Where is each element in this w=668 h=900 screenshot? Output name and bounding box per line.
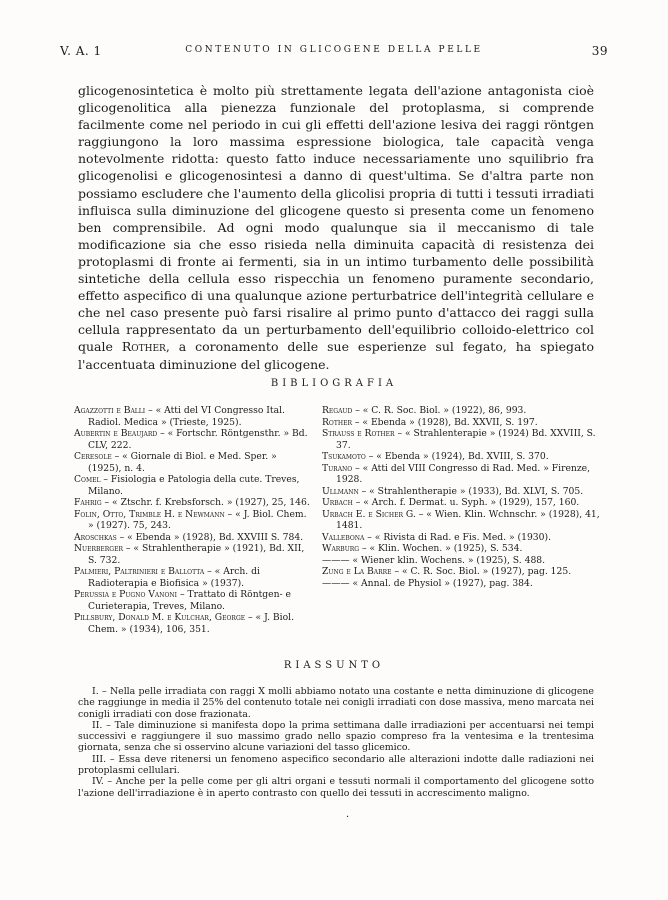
bib-entry xyxy=(322,578,600,590)
bib-entry xyxy=(74,405,312,428)
bib-ref: – « C. R. Soc. Biol. » (1927), pag. 125. xyxy=(394,566,572,577)
bib-author: Ceresole xyxy=(74,451,112,462)
bib-ref: – « J. Biol. Chem. » (1934), 106, 351. xyxy=(88,612,294,635)
bib-entry xyxy=(322,486,600,498)
bib-entry xyxy=(322,463,600,486)
running-header xyxy=(60,44,608,60)
summary-paragraph: II. – Tale diminuzione si manifesta dopo la prima settimana dalle irradiazioni per accentuarsi nei tempi successivi e raggiungere il suo massimo grado nello spazio compreso fra la ventesima e la trentesima giornata, senza che si osservino alcune variazioni del tasso glicemico. xyxy=(78,719,594,754)
bib-ref: – « Giornale di Biol. e Med. Sper. » (1925), n. 4. xyxy=(88,451,277,474)
bib-author: Rother xyxy=(322,416,352,428)
running-title: CONTENUTO IN GLICOGENE DELLA PELLE xyxy=(185,45,483,55)
bib-author: Palmieri, Paltrinieri e Ballotta xyxy=(74,566,205,577)
bib-author: Fahrig xyxy=(74,497,102,508)
bibliography-right-column xyxy=(322,405,600,589)
bib-ref: – « Arch. f. Dermat. u. Syph. » (1929), 157, 160. xyxy=(355,497,580,508)
bib-author: Agazzotti e Balli xyxy=(74,405,146,416)
bib-entry xyxy=(74,451,312,474)
section-number: V. A. 1 xyxy=(60,44,102,58)
bib-ref: – « Ebenda » (1928), Bd. XXVII, S. 197. xyxy=(354,416,538,428)
bib-entry xyxy=(74,566,312,589)
summary-paragraph: III. – Essa deve ritenersi un fenomeno aspecifico secondario alle alterazioni indotte dalle radiazioni nei protoplasmi cellulari. xyxy=(78,753,594,777)
bib-ref: « Annal. de Physiol » (1927), pag. 384. xyxy=(352,577,533,589)
bib-entry xyxy=(74,532,312,544)
main-paragraph xyxy=(78,82,594,373)
page-mark: · xyxy=(346,812,350,823)
bib-author: ——— xyxy=(322,577,350,589)
bib-ref: – Trattato di Röntgen- e Curieterapia, Treves, Milano. xyxy=(88,589,291,612)
bib-entry xyxy=(322,417,600,429)
bib-ref: – « Strahlenterapie » (1924) Bd. XXVIII, S. 37. xyxy=(336,428,596,451)
bib-entry xyxy=(74,612,312,635)
bib-author: Pillsbury, Donald M. e Kulchar, George xyxy=(74,612,246,623)
summary-title: RIASSUNTO xyxy=(283,660,385,671)
bib-author: ——— xyxy=(322,554,350,566)
bib-entry xyxy=(322,509,600,532)
page-number: 39 xyxy=(591,44,608,58)
bib-entry xyxy=(74,474,312,497)
bib-entry xyxy=(322,451,600,463)
bib-entry xyxy=(74,428,312,451)
bib-entry xyxy=(322,532,600,544)
bib-entry xyxy=(322,566,600,578)
bib-author: Ullmann xyxy=(322,485,359,497)
bib-ref: – « Klin. Wochen. » (1925), S. 534. xyxy=(362,543,523,554)
bibliography-left-column xyxy=(74,405,312,635)
bibliography-title: BIBLIOGRAFIA xyxy=(270,378,398,389)
bib-ref: – « Ebenda » (1928), Bd. XXVIII S. 784. xyxy=(119,531,304,543)
bib-author: Zung e La Barre xyxy=(322,566,392,577)
bib-ref: – « Atti del VI Congresso Ital. Radiol. Medica » (Trieste, 1925). xyxy=(88,405,285,428)
summary-paragraph: I. – Nella pelle irradiata con raggi X molli abbiamo notato una costante e netta diminuzione di glicogene che raggiunge in media il 25% del contenuto totale nei conigli irradiati con dose massiva, meno marcata nei conigli irradiati con dose frazionata. xyxy=(78,686,594,720)
bib-ref: – « Strahlentherapie » (1921), Bd. XII, S. 732. xyxy=(88,543,305,566)
paragraph-text-before: glicogenosintetica è molto più strettamente legata dell'azione antagonista cioè glicogenolitica alla pienezza funzionale del protoplasma, si comprende facilmente come nel periodo in cui gli effetti dell'azione lesiva dei raggi röntgen raggiungono la loro massima espressione biologica, tale capacità venga notevolmente ridotta: questo fatto induce necessariamente uno squilibrio fra glicogenolisi e glicogenosintesi a danno di quest'ultima. Se d'altra parte non possiamo escludere che l'aumento della glicolisi propria di tutti i tessuti irradiati influisca sulla diminuzione del glicogene questo si presenta come un fenomeno ben comprensibile. Ad ogni modo qualunque sia il meccanismo di tale modificazione sia che esso risieda nella diminuita capacità di resistenza dei protoplasmi di fronte ai fermenti, sia in un intimo turbamento delle possibilità sintetiche della cellula esso rispecchia un fenomeno puramente secondario, effetto aspecifico di una qualunque azione perturbatrice dell'integrità cellulare e che nel caso presente può farsi risalire al primo punto d'attacco dei raggi sulla cellula rappresentato da un perturbamento dell'equilibrio colloido-elettrico col quale xyxy=(78,83,594,355)
bib-author: Urbach xyxy=(322,497,353,508)
bib-author: Aroschkas xyxy=(74,531,117,543)
bib-author: Warburg xyxy=(322,543,360,554)
bib-entry xyxy=(322,543,600,555)
bib-ref: – « C. R. Soc. Biol. » (1922), 86, 993. xyxy=(355,405,527,416)
summary-paragraph: IV. – Anche per la pelle come per gli altri organi e tessuti normali il comportamento del glicogene sotto l'azione dell'irradiazione è in aperto contrasto con quello dei tessuti in accrescimento maligno. xyxy=(78,776,594,799)
bib-ref: – « J. Biol. Chem. » (1927). 75, 243. xyxy=(88,508,307,531)
bib-ref: – « Rivista di Rad. e Fis. Med. » (1930). xyxy=(367,531,551,543)
bib-author: Vallebona xyxy=(322,531,365,543)
bib-ref: – Fisiologia e Patologia della cute. Treves, Milano. xyxy=(88,474,300,497)
bib-entry xyxy=(322,428,600,451)
bib-ref: – « Wien. Klin. Wchnschr. » (1928), 41, 1481. xyxy=(336,508,600,531)
bib-entry xyxy=(322,497,600,509)
bib-author: Perussia e Pugno Vanoni xyxy=(74,589,178,600)
summary-section xyxy=(78,686,594,799)
bib-author: Regaud xyxy=(322,405,353,416)
bib-author: Nuerberger xyxy=(74,543,123,554)
bib-ref: – « Strahlentherapie » (1933), Bd. XLVI, S. 705. xyxy=(361,485,584,497)
bib-ref: – « Fortschr. Röntgensthr. » Bd. CLV, 222. xyxy=(88,428,308,451)
bib-entry xyxy=(74,497,312,509)
bib-entry xyxy=(74,589,312,612)
paragraph-text-after: , a coronamento delle sue esperienze sul fegato, ha spiegato l'accentuata diminuzione del glicogene. xyxy=(78,339,594,372)
bib-author: Tsukamoto xyxy=(322,451,366,462)
bib-author: Turano xyxy=(322,462,353,474)
bib-author: Strauss e Rother xyxy=(322,428,395,439)
bib-entry xyxy=(322,555,600,567)
bib-ref: – « Ztschr. f. Krebsforsch. » (1927), 25, 146. xyxy=(104,497,310,508)
bib-author: Aubertin e Beaujard xyxy=(74,428,158,439)
bib-author: Comel xyxy=(74,474,101,485)
bib-entry xyxy=(74,543,312,566)
bib-ref: – « Atti del VIII Congresso di Rad. Med. » Firenze, 1928. xyxy=(336,462,591,485)
bib-ref: – « Ebenda » (1924), Bd. XVIII, S. 370. xyxy=(368,451,549,462)
bib-ref: – « Arch. di Radioterapia e Biofisica » (1937). xyxy=(88,566,260,589)
bib-author: Folin, Otto, Trimble H. e Newmann xyxy=(74,508,225,520)
author-name-rother: Rother xyxy=(121,339,166,355)
bib-entry xyxy=(322,405,600,417)
bib-ref: « Wiener klin. Wochens. » (1925), S. 488. xyxy=(352,554,546,566)
bib-entry xyxy=(74,509,312,532)
bib-author: Urbach E. e Sicher G. xyxy=(322,508,416,520)
